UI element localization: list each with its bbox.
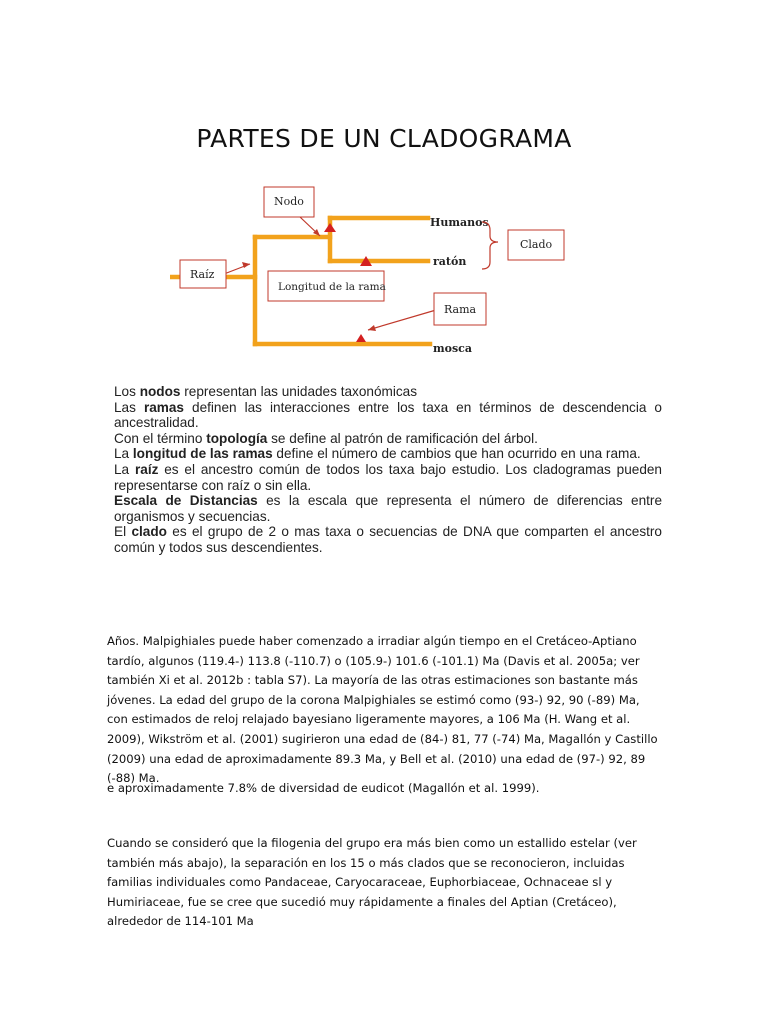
paragraph-phylogeny-text: Cuando se consideró que la filogenia del grupo era más bien como un estallido estelar (ver también más abajo), la separación en los 15 o más clados que se reconocieron, incluidas familias individuales como Pandaceae, Caryocaraceae, Euphorbiaceae, Ochnaceae sl y Humiriaceae, fue se cree que sucedió muy rápidamente a finales del Aptian (Cretáceo), alrededor de 114-101 Ma (107, 836, 637, 929)
definition-text: representan las unidades taxonómicas (180, 384, 418, 399)
definition-prefix: La (114, 461, 135, 477)
rama-label: Rama (444, 303, 477, 316)
definition-text: definen las interacciones entre los taxa en términos de descendencia o ancestralidad. (114, 399, 662, 431)
definition-text: define el número de cambios que han ocurrido en una rama. (272, 446, 641, 462)
definition-text: es el grupo de 2 o mas taxa o secuencias de DNA que comparten el ancestro común y todos sus descendientes. (114, 524, 662, 555)
definition-item (114, 431, 662, 447)
taxon-humanos: Humanos (430, 216, 489, 229)
definition-term: topología (206, 430, 268, 446)
definition-text: es el ancestro común de todos los taxa bajo estudio. Los cladogramas pueden representarse con raíz o sin ella. (114, 461, 662, 493)
definition-prefix: El (114, 524, 132, 540)
definition-prefix: La (114, 446, 133, 462)
definition-item (114, 384, 662, 400)
clade-brace (482, 222, 498, 269)
definition-item (114, 493, 662, 524)
definition-prefix: Las (114, 399, 144, 415)
definition-term: raíz (134, 461, 159, 477)
rama-marker-triangle (356, 334, 366, 342)
definition-item (114, 462, 662, 493)
definition-term: clado (131, 524, 167, 540)
page-title: PARTES DE UN CLADOGRAMA (196, 124, 572, 153)
definition-text: se define al patrón de ramificación del árbol. (267, 430, 538, 446)
clado-label: Clado (520, 238, 553, 251)
definitions-block (114, 384, 662, 556)
paragraph-age-text: Años. Malpighiales puede haber comenzado a irradiar algún tiempo en el Cretáceo-Aptiano tardío, algunos (119.4-) 113.8 (-110.7) o (105.9-) 101.6 (-101.1) Ma (Davis et al. 2005a; ver también Xi et al. 2012b : tabla S7). La mayoría de las otras estimaciones son bastante más jóvenes. La edad del grupo de la corona Malpighiales se estimó como (93-) 92, 90 (-89) Ma, con estimados de reloj relajado bayesiano ligeramente mayores, a 106 Ma (H. Wang et al. 2009), Wikström et al. (2001) sugirieron una edad de (84-) 81, 77 (-74) Ma, Magallón y Castillo (2009) una edad de aproximadamente 89.3 Ma, y Bell et al. (2010) una edad de (97-) 92, 89 (-88) Ma. (107, 634, 658, 786)
paragraph-age (107, 632, 663, 789)
definition-text: es la escala que representa el número de diferencias entre organismos y secuencias. (114, 493, 662, 524)
definition-term: longitud de las ramas (132, 446, 273, 462)
node-marker-triangle (324, 223, 336, 232)
rama-pointer (368, 310, 436, 330)
definition-item (114, 524, 662, 555)
cladogram-diagram (170, 170, 600, 370)
taxon-mosca: mosca (433, 342, 472, 355)
definition-term: ramas (143, 399, 184, 415)
definition-item (114, 400, 662, 431)
raiz-label: Raíz (190, 268, 215, 281)
definition-prefix: Los (114, 384, 140, 399)
definition-term: Escala de Distancias (114, 493, 258, 509)
nodo-label: Nodo (274, 195, 304, 208)
definition-prefix: Con el término (114, 430, 207, 446)
definition-term: nodos (139, 384, 181, 399)
longitud-label: Longitud de la rama (278, 281, 386, 293)
taxon-raton: ratón (433, 255, 467, 268)
paragraph-diversity (107, 779, 663, 799)
paragraph-diversity-text: e aproximadamente 7.8% de diversidad de eudicot (Magallón et al. 1999). (107, 781, 540, 795)
definition-item (114, 446, 662, 462)
paragraph-phylogeny (107, 834, 663, 932)
